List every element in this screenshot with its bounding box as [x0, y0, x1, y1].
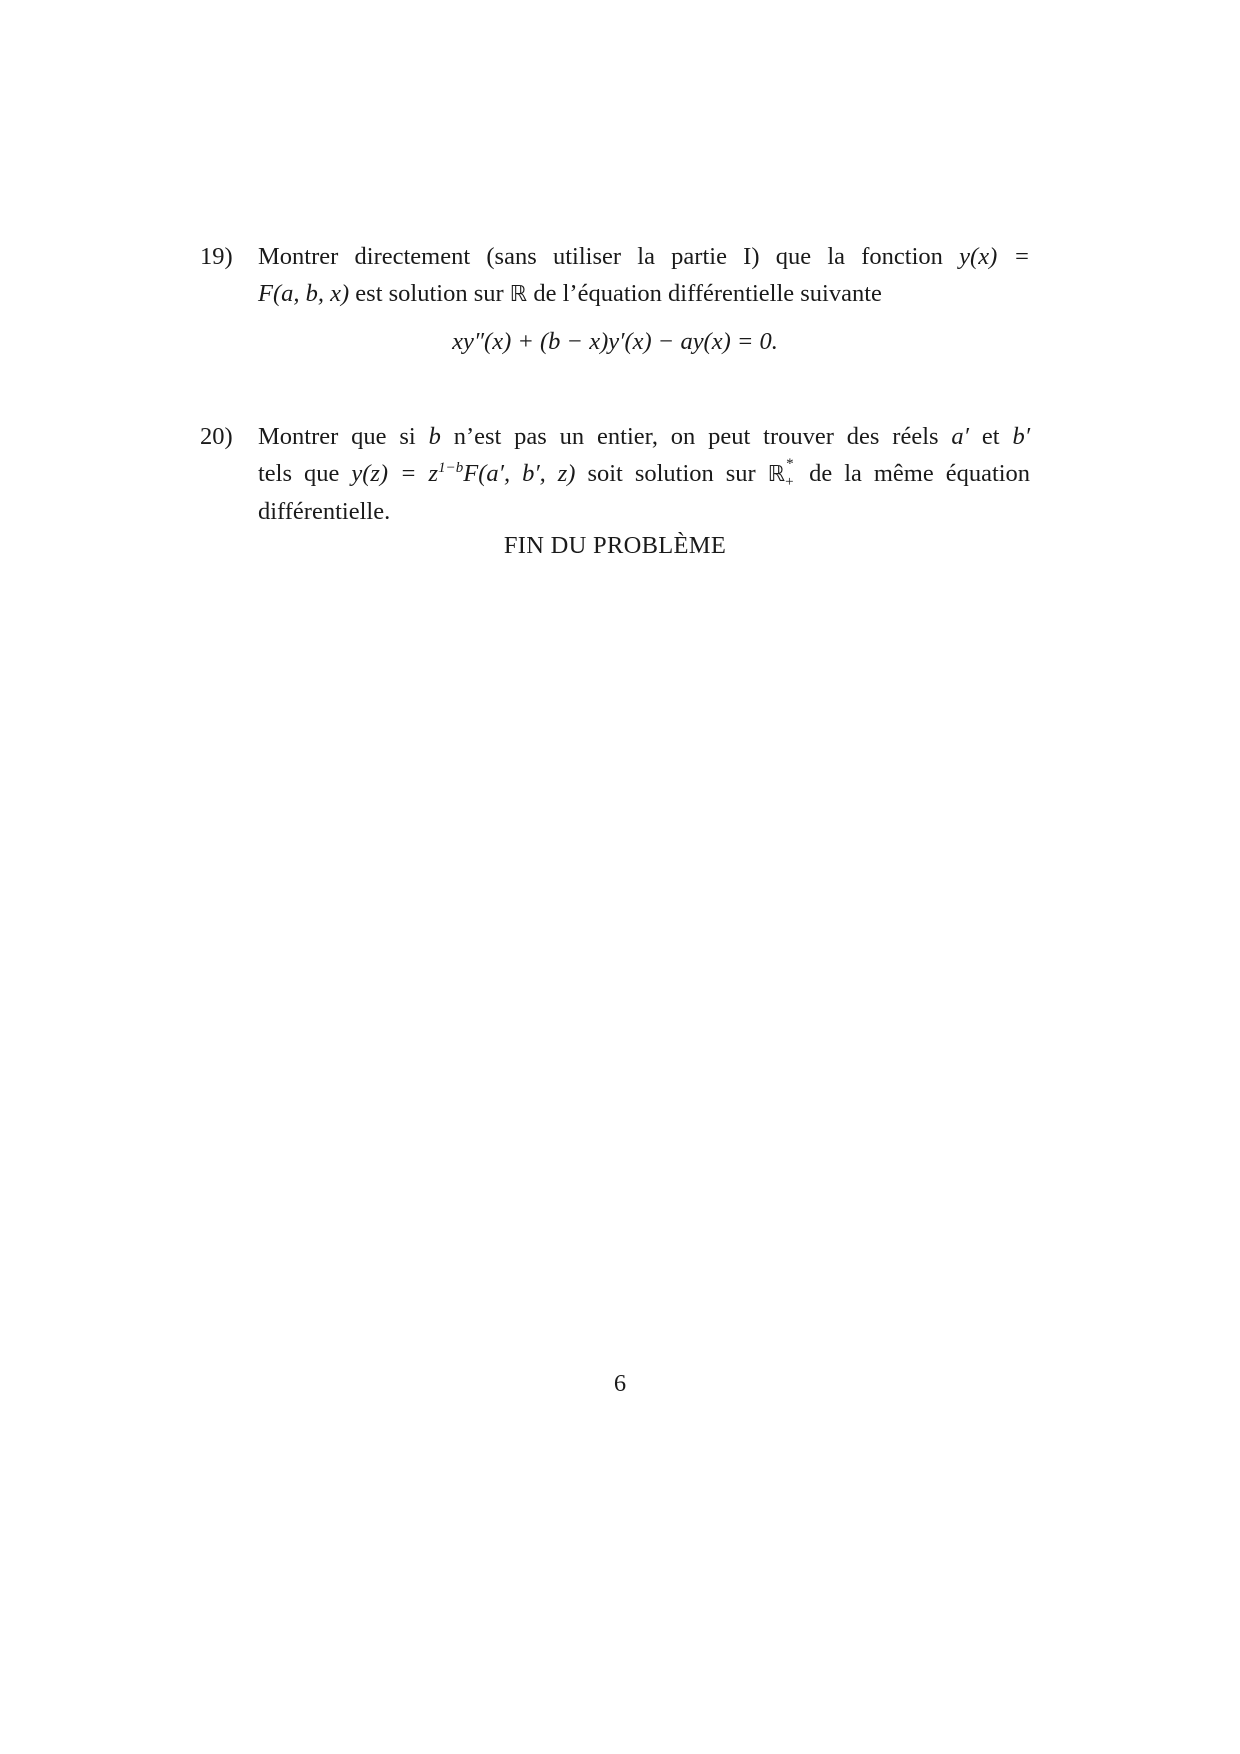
math-expression: F(a, b, x) [258, 280, 350, 307]
question-text [258, 418, 1030, 530]
question-number: 19) [200, 243, 233, 270]
question-line: tels que $y(z) = z^{1-b}F(a'$, b′, z) soit solution sur ℝ * + de la même équation [258, 456, 1031, 490]
question-line: F(a, b, x) est solution sur ℝ de l’équation différentielle suivante [258, 280, 882, 307]
question-19 [200, 238, 1030, 313]
question-line: différentielle. [258, 498, 391, 525]
question-line: Montrer directement (sans utiliser la partie I) que la fonction y(x) = [258, 243, 1031, 270]
math-expression: y(x) = [959, 243, 1031, 270]
differential-equation: xy″(x) + (b − x)y′(x) − ay(x) = 0. [452, 328, 778, 355]
math-expression: $y(z) = z^{1-b}F(a'$, b′, z) [351, 459, 576, 487]
page-number: 6 [613, 1370, 627, 1397]
question-20 [200, 418, 1030, 530]
reals-scripts: * + [785, 456, 794, 490]
question-number: 20) [200, 423, 233, 450]
question-line: Montrer que si b n’est pas un entier, on peut trouver des réels a′ et b′ [258, 423, 1031, 450]
reals-symbol: ℝ [509, 282, 528, 307]
question-text [258, 238, 1030, 313]
reals-symbol: ℝ [767, 462, 786, 487]
end-of-problem: FIN DU PROBLÈME [503, 532, 727, 559]
